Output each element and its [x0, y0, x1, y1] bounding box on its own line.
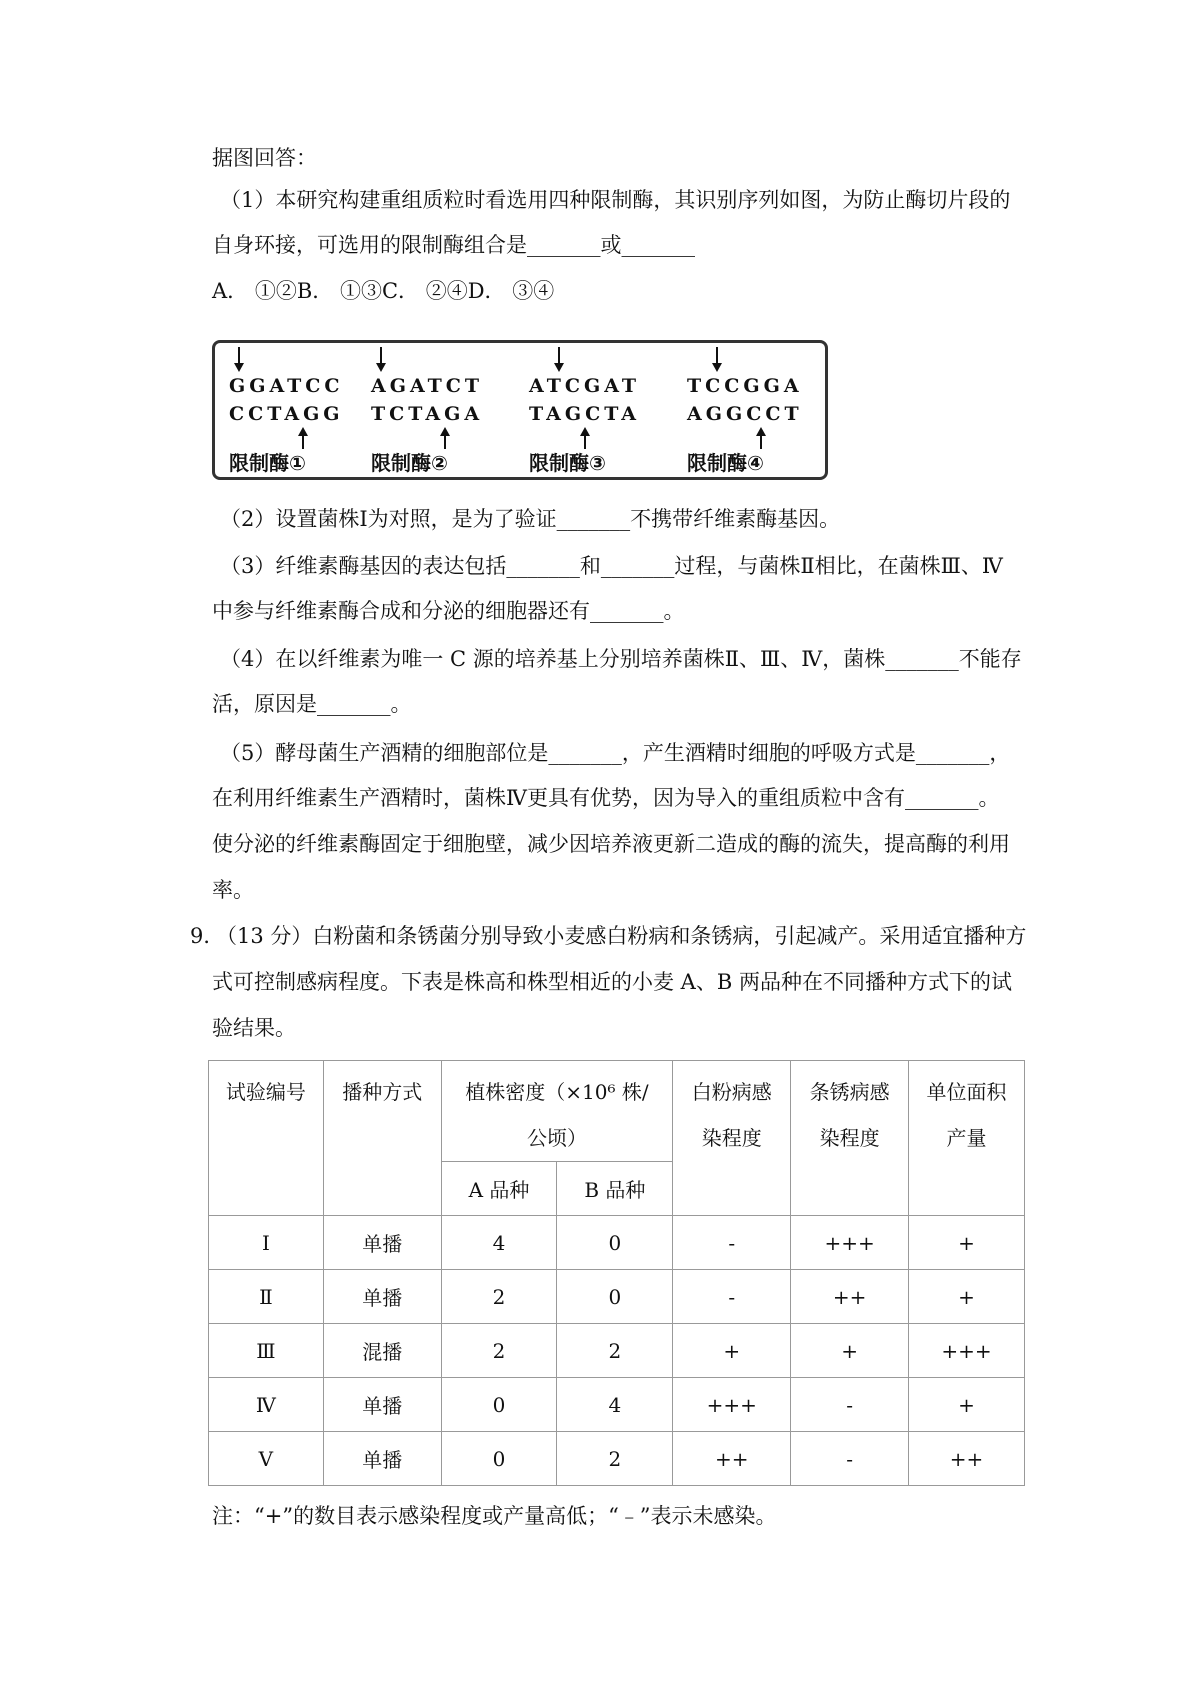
cell-powdery: ++: [673, 1432, 791, 1486]
cell-density-b: 4: [557, 1378, 673, 1432]
cell-trial-id: Ⅴ: [209, 1432, 324, 1486]
enzyme-2: [357, 343, 507, 477]
cell-trial-id: Ⅰ: [209, 1216, 324, 1270]
q9-line2: 式可控制感病程度。下表是株高和株型相近的小麦 A、B 两品种在不同播种方式下的试: [212, 970, 1012, 994]
enzyme-seq-bottom: AGGCCT: [687, 403, 803, 425]
cut-arrow-up-icon: [755, 427, 767, 449]
enzyme-4: [673, 343, 823, 477]
cut-arrow-up-icon: [579, 427, 591, 449]
table-row: [209, 1216, 1025, 1270]
table-row: [209, 1270, 1025, 1324]
cell-rust: +++: [791, 1216, 909, 1270]
q1-options: A． ①②B． ①③C． ②④D． ③④: [212, 279, 555, 303]
header-method: 播种方式: [323, 1061, 441, 1216]
cell-yield: +: [909, 1378, 1025, 1432]
cell-yield: +++: [909, 1324, 1025, 1378]
table-row: [209, 1432, 1025, 1486]
q4-line2: 活，原因是_______。: [212, 692, 412, 716]
table-header-row: [209, 1061, 1025, 1162]
cell-powdery: -: [673, 1270, 791, 1324]
cell-method: 单播: [323, 1378, 441, 1432]
cell-yield: ++: [909, 1432, 1025, 1486]
header-variety-a: A 品种: [441, 1162, 557, 1216]
header-powdery: 白粉病感染程度: [673, 1061, 791, 1216]
cell-method: 单播: [323, 1270, 441, 1324]
cut-arrow-up-icon: [439, 427, 451, 449]
cell-density-b: 2: [557, 1432, 673, 1486]
header-trial-id: 试验编号: [209, 1061, 324, 1216]
cell-trial-id: Ⅳ: [209, 1378, 324, 1432]
header-density: 植株密度（×10⁶ 株/公顷）: [441, 1061, 673, 1162]
cell-density-b: 0: [557, 1216, 673, 1270]
cell-density-a: 4: [441, 1216, 557, 1270]
q1-line2: 自身环接，可选用的限制酶组合是_______或_______: [212, 233, 695, 257]
q5-line2: 在利用纤维素生产酒精时，菌株Ⅳ更具有优势，因为导入的重组质粒中含有_______。: [212, 786, 1000, 810]
enzyme-1: [215, 343, 365, 477]
cell-rust: -: [791, 1432, 909, 1486]
enzyme-seq-top: GGATCC: [229, 375, 344, 397]
cell-density-b: 0: [557, 1270, 673, 1324]
enzyme-3: [515, 343, 665, 477]
cell-powdery: +: [673, 1324, 791, 1378]
cell-rust: -: [791, 1378, 909, 1432]
header-rust: 条锈病感染程度: [791, 1061, 909, 1216]
enzyme-label: 限制酶②: [371, 451, 448, 475]
cell-rust: ++: [791, 1270, 909, 1324]
q9-line1: （13 分）白粉菌和条锈菌分别导致小麦感白粉病和条锈病，引起减产。采用适宜播种方: [216, 924, 1027, 948]
table-row: [209, 1378, 1025, 1432]
header-variety-b: B 品种: [557, 1162, 673, 1216]
q4-line1: （4）在以纤维素为唯一 C 源的培养基上分别培养菌株Ⅱ、Ⅲ、Ⅳ，菌株_______不能存: [220, 647, 1022, 671]
table-row: [209, 1324, 1025, 1378]
cell-density-a: 0: [441, 1378, 557, 1432]
cut-arrow-down-icon: [375, 347, 387, 373]
cell-yield: +: [909, 1216, 1025, 1270]
cell-density-a: 2: [441, 1324, 557, 1378]
q1-line1: （1）本研究构建重组质粒时看选用四种限制酶，其识别序列如图，为防止酶切片段的: [220, 188, 1011, 212]
enzyme-label: 限制酶③: [529, 451, 606, 475]
enzyme-seq-bottom: CCTAGG: [229, 403, 344, 425]
q3-line1: （3）纤维素酶基因的表达包括_______和_______过程，与菌株Ⅱ相比，在菌株Ⅲ、Ⅳ: [220, 554, 1003, 578]
enzyme-seq-top: AGATCT: [371, 375, 484, 397]
q5-line4: 率。: [212, 878, 254, 902]
cell-density-a: 0: [441, 1432, 557, 1486]
cut-arrow-up-icon: [297, 427, 309, 449]
header-yield: 单位面积产量: [909, 1061, 1025, 1216]
q2-text: （2）设置菌株Ⅰ为对照，是为了验证_______不携带纤维素酶基因。: [220, 507, 841, 531]
cell-density-a: 2: [441, 1270, 557, 1324]
intro-text: 据图回答：: [212, 146, 317, 170]
enzyme-diagram: [212, 340, 828, 480]
q9-line3: 验结果。: [212, 1016, 296, 1040]
enzyme-seq-bottom: TAGCTA: [529, 403, 641, 425]
cell-density-b: 2: [557, 1324, 673, 1378]
enzyme-label: 限制酶④: [687, 451, 764, 475]
enzyme-seq-top: ATCGAT: [529, 375, 641, 397]
cell-method: 混播: [323, 1324, 441, 1378]
q9-number: 9．: [190, 924, 225, 948]
enzyme-seq-top: TCCGGA: [687, 375, 803, 397]
cell-method: 单播: [323, 1216, 441, 1270]
enzyme-label: 限制酶①: [229, 451, 306, 475]
cell-trial-id: Ⅱ: [209, 1270, 324, 1324]
q3-line2: 中参与纤维素酶合成和分泌的细胞器还有_______。: [212, 599, 685, 623]
cell-powdery: +++: [673, 1378, 791, 1432]
cell-trial-id: Ⅲ: [209, 1324, 324, 1378]
cut-arrow-down-icon: [553, 347, 565, 373]
cut-arrow-down-icon: [711, 347, 723, 373]
cut-arrow-down-icon: [233, 347, 245, 373]
q5-line3: 使分泌的纤维素酶固定于细胞壁，减少因培养液更新二造成的酶的流失，提高酶的利用: [212, 832, 1010, 856]
cell-rust: +: [791, 1324, 909, 1378]
cell-powdery: -: [673, 1216, 791, 1270]
q5-line1: （5）酵母菌生产酒精的细胞部位是_______，产生酒精时细胞的呼吸方式是_______，: [220, 741, 1011, 765]
table-note: 注：“+”的数目表示感染程度或产量高低；“﹣”表示未感染。: [212, 1504, 777, 1528]
trial-table: [208, 1060, 1025, 1486]
cell-method: 单播: [323, 1432, 441, 1486]
cell-yield: +: [909, 1270, 1025, 1324]
enzyme-seq-bottom: TCTAGA: [371, 403, 484, 425]
